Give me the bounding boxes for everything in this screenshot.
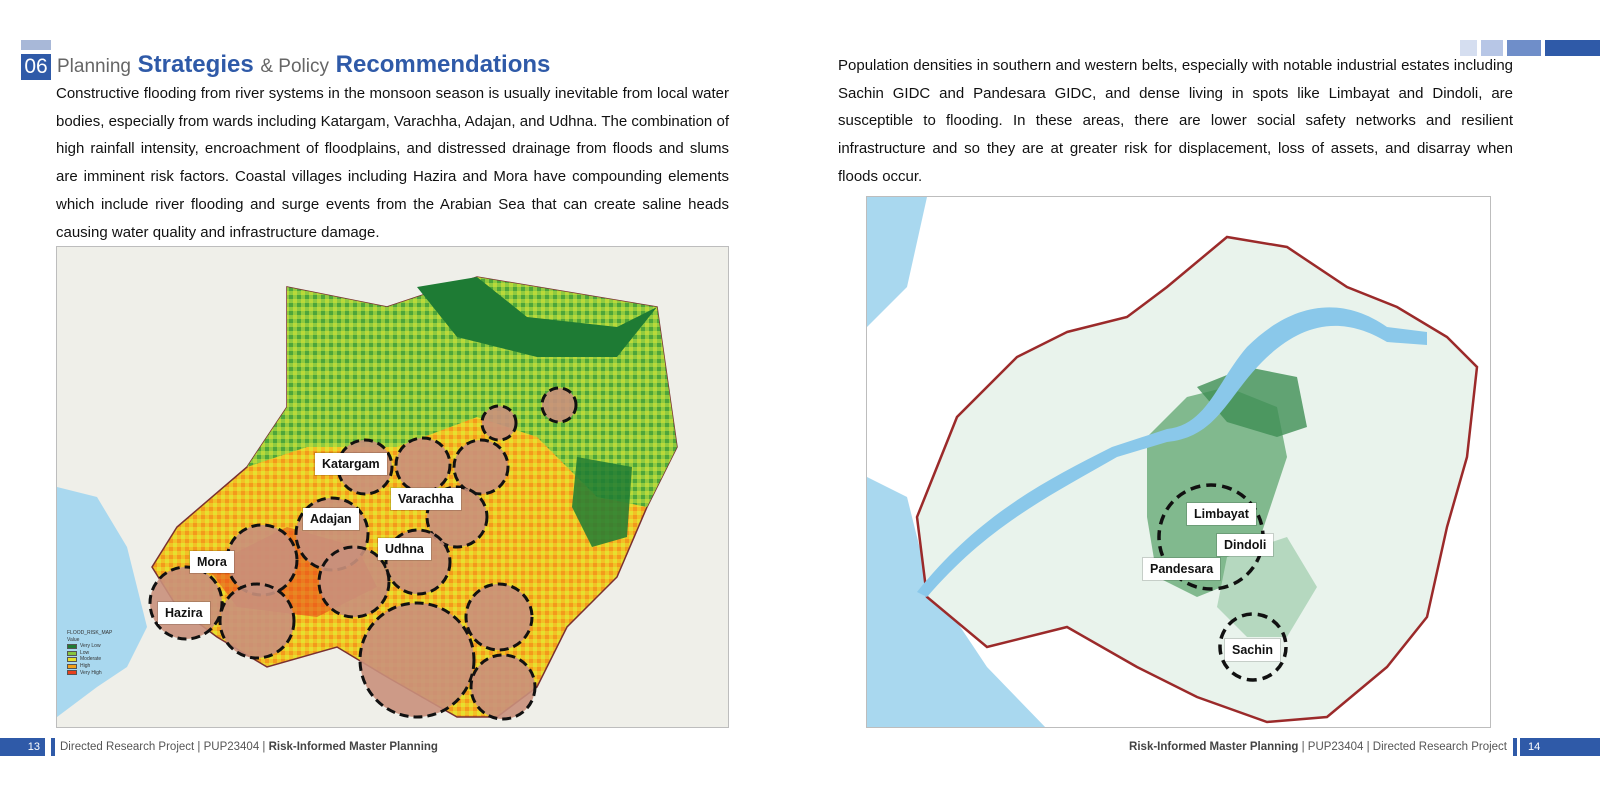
risk-circle-9 (471, 655, 535, 719)
label-sachin: Sachin (1225, 639, 1280, 661)
legend-swatch-0 (67, 644, 77, 649)
footer-left (60, 738, 438, 756)
left-paragraph: Constructive flooding from river systems in the monsoon season is usually inevitable from local water bodies, especially from wards including Katargam, Varachha, Adajan, and Udhna. The combination of high rainfall intensity, encroachment of floodplains, and distressed drainage from floods and slums are imminent risk factors. Coastal villages including Hazira and Mora have compounding elements which include river flooding and surge events from the Arabian Sea that can create saline heads causing water quality and infrastructure damage. (56, 85, 729, 241)
label-udhna: Udhna (378, 538, 431, 560)
flood-risk-map (56, 246, 729, 728)
legend-class-0: Very Low (80, 643, 101, 650)
footer-bar-left (51, 738, 55, 756)
header-tab-decoration (21, 40, 51, 50)
label-hazira: Hazira (158, 602, 210, 624)
page-number-right: 14 (1520, 738, 1600, 756)
footer-right-plain: | PUP23404 | Directed Research Project (1298, 741, 1507, 753)
label-katargam: Katargam (315, 453, 387, 475)
legend-class-4: Very High (80, 669, 102, 676)
legend-row-2 (67, 656, 112, 663)
legend-class-1: Low (80, 649, 90, 656)
legend-swatch-4 (67, 670, 77, 675)
label-limbayat: Limbayat (1187, 503, 1256, 525)
label-dindoli: Dindoli (1217, 534, 1273, 556)
page-title (57, 49, 550, 83)
footer-left-bold: Risk-Informed Master Planning (268, 741, 438, 753)
risk-circle-8 (360, 603, 474, 717)
risk-circle-2 (482, 406, 516, 440)
title-word-policy: & Policy (260, 56, 329, 77)
footer-bar-right (1513, 738, 1517, 756)
legend-swatch-1 (67, 651, 77, 656)
population-density-map (866, 196, 1491, 728)
label-pandesara: Pandesara (1143, 558, 1220, 580)
label-mora: Mora (190, 551, 234, 573)
risk-circle-1 (542, 388, 576, 422)
legend-swatch-2 (67, 657, 77, 662)
label-adajan: Adajan (303, 508, 359, 530)
label-varachha: Varachha (391, 488, 461, 510)
legend-class-3: High (80, 662, 91, 669)
population-density-map-graphic (867, 197, 1491, 728)
map-legend (67, 630, 112, 676)
title-word-planning: Planning (57, 56, 131, 77)
risk-circle-3 (396, 438, 450, 492)
legend-row-0 (67, 643, 112, 650)
legend-row-4 (67, 670, 112, 677)
title-word-strategies: Strategies (137, 51, 254, 78)
footer-right (1129, 738, 1507, 756)
color-block-4 (1545, 40, 1600, 56)
legend-swatch-3 (67, 664, 77, 669)
risk-circle-4 (454, 440, 508, 494)
legend-value-label: Value (67, 636, 80, 643)
legend-row-1 (67, 650, 112, 657)
risk-circle-7 (466, 584, 532, 650)
risk-circle-6 (220, 584, 294, 658)
footer-left-plain: Directed Research Project | PUP23404 | (60, 741, 269, 753)
right-paragraph: Population densities in southern and western belts, especially with notable industrial estates including Sachin GIDC and Pandesara GIDC, and dense living in spots like Limbayat and Dindoli, are susceptible to flooding. In these areas, there are lower social safety networks and resilient infrastructure and so they are at greater risk for displacement, loss of assets, and disarray when floods occur. (838, 57, 1513, 185)
legend-row-3 (67, 663, 112, 670)
legend-class-2: Moderate (80, 656, 102, 663)
legend-title: FLOOD_RISK_MAP (67, 630, 113, 636)
title-word-recommendations: Recommendations (335, 51, 551, 78)
footer-right-bold: Risk-Informed Master Planning (1129, 741, 1299, 753)
section-number: 06 (21, 54, 51, 80)
page-number-left: 13 (0, 738, 45, 756)
